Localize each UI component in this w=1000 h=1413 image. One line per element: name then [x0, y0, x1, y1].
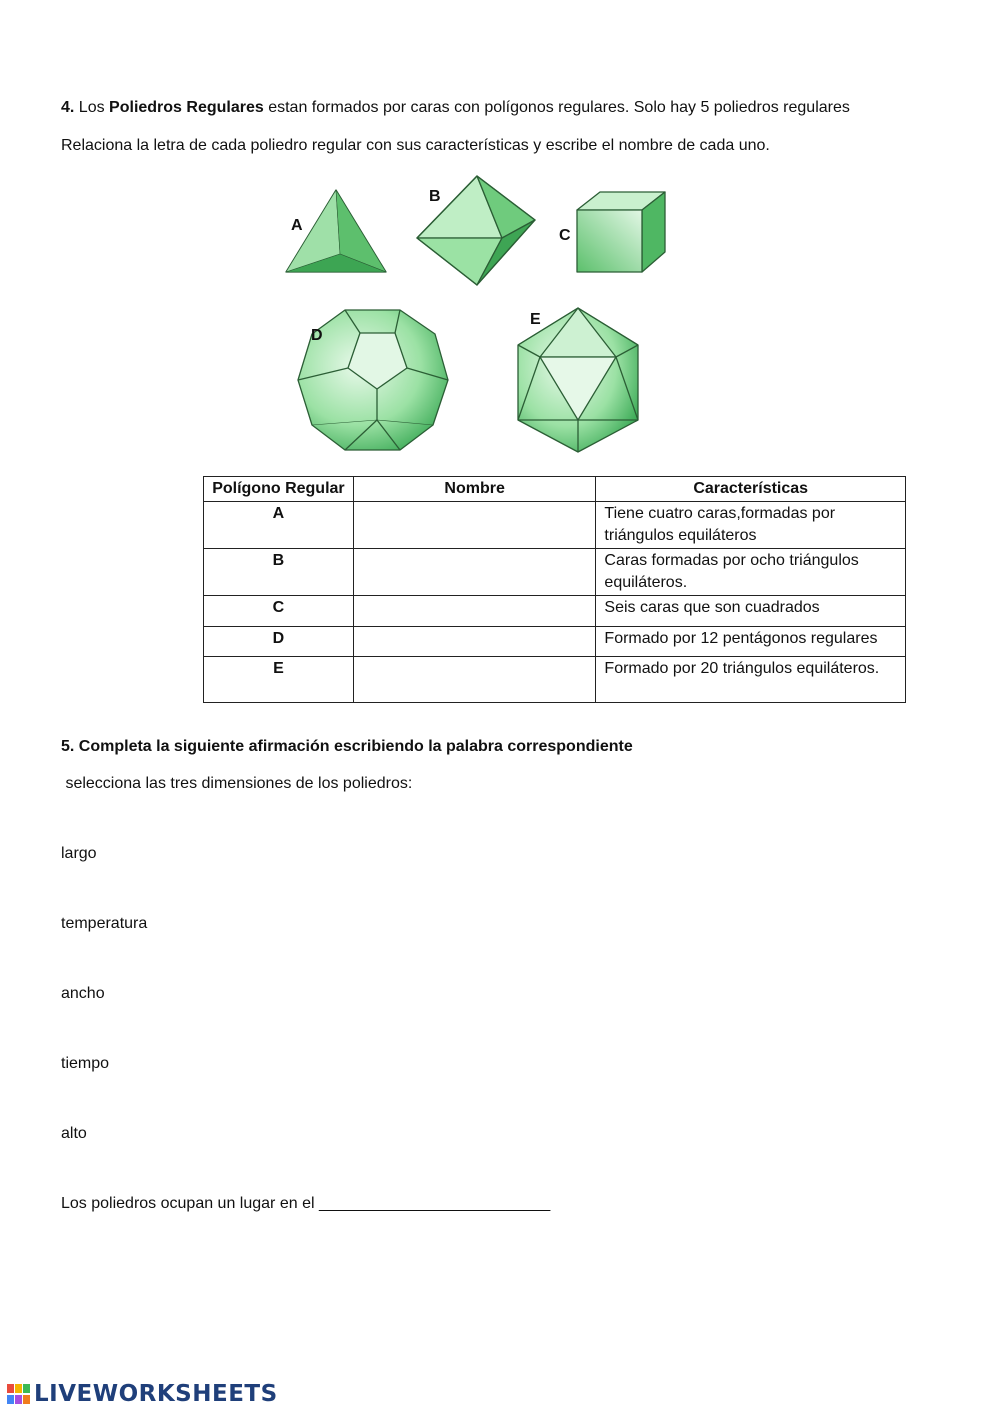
- header-name: Nombre: [353, 477, 596, 502]
- liveworksheets-logo-icon: [6, 1383, 32, 1405]
- name-input-cell[interactable]: [353, 627, 596, 657]
- name-input-cell[interactable]: [353, 596, 596, 627]
- q4-intro-post: estan formados por caras con polígonos regulares. Solo hay 5 poliedros regulares: [263, 99, 850, 116]
- option-temperatura[interactable]: temperatura: [61, 915, 148, 932]
- name-input-cell[interactable]: [353, 502, 596, 549]
- row-description: Caras formadas por ocho triángulos equiláteros.: [596, 549, 906, 596]
- header-features: Características: [596, 477, 906, 502]
- q4-number: 4.: [61, 99, 75, 116]
- option-alto[interactable]: alto: [61, 1125, 87, 1142]
- polyhedron-e-icosahedron: [518, 308, 638, 452]
- header-polygon: Polígono Regular: [204, 477, 354, 502]
- label-c: C: [559, 227, 571, 244]
- name-input-cell[interactable]: [353, 549, 596, 596]
- q5-title: 5. Completa la siguiente afirmación escribiendo la palabra correspondiente: [61, 738, 633, 755]
- row-description: Formado por 12 pentágonos regulares: [596, 627, 906, 657]
- polyhedra-table: [203, 476, 906, 703]
- polyhedra-svg: [270, 170, 690, 460]
- row-letter: B: [204, 549, 354, 596]
- label-e: E: [530, 311, 541, 328]
- name-input-cell[interactable]: [353, 657, 596, 703]
- q5-instruction: selecciona las tres dimensiones de los poliedros:: [61, 775, 413, 792]
- table-header-row: [204, 477, 906, 502]
- label-b: B: [429, 188, 441, 205]
- table-row: [204, 627, 906, 657]
- polyhedron-c-cube: [577, 192, 665, 272]
- liveworksheets-brand: LIVEWORKSHEETS: [34, 1381, 278, 1407]
- q4-instruction: Relaciona la letra de cada poliedro regular con sus características y escribe el nombre de cada uno.: [61, 137, 770, 154]
- row-letter: C: [204, 596, 354, 627]
- q4-intro-pre: Los: [78, 99, 110, 116]
- label-d: D: [311, 327, 323, 344]
- table-row: [204, 596, 906, 627]
- q5-sentence: Los poliedros ocupan un lugar en el __________________________: [61, 1195, 551, 1212]
- q4-intro: [61, 99, 850, 117]
- option-tiempo[interactable]: tiempo: [61, 1055, 110, 1072]
- q4-intro-bold: Poliedros Regulares: [109, 99, 264, 116]
- row-description: Seis caras que son cuadrados: [596, 596, 906, 627]
- row-letter: D: [204, 627, 354, 657]
- option-ancho[interactable]: ancho: [61, 985, 105, 1002]
- row-letter: E: [204, 657, 354, 703]
- row-letter: A: [204, 502, 354, 549]
- table-row: [204, 549, 906, 596]
- row-description: Formado por 20 triángulos equiláteros.: [596, 657, 906, 703]
- table-row: [204, 657, 906, 703]
- polyhedra-figure: [270, 170, 690, 460]
- option-largo[interactable]: largo: [61, 845, 97, 862]
- table-row: [204, 502, 906, 549]
- row-description: Tiene cuatro caras,formadas por triángulos equiláteros: [596, 502, 906, 549]
- label-a: A: [291, 217, 303, 234]
